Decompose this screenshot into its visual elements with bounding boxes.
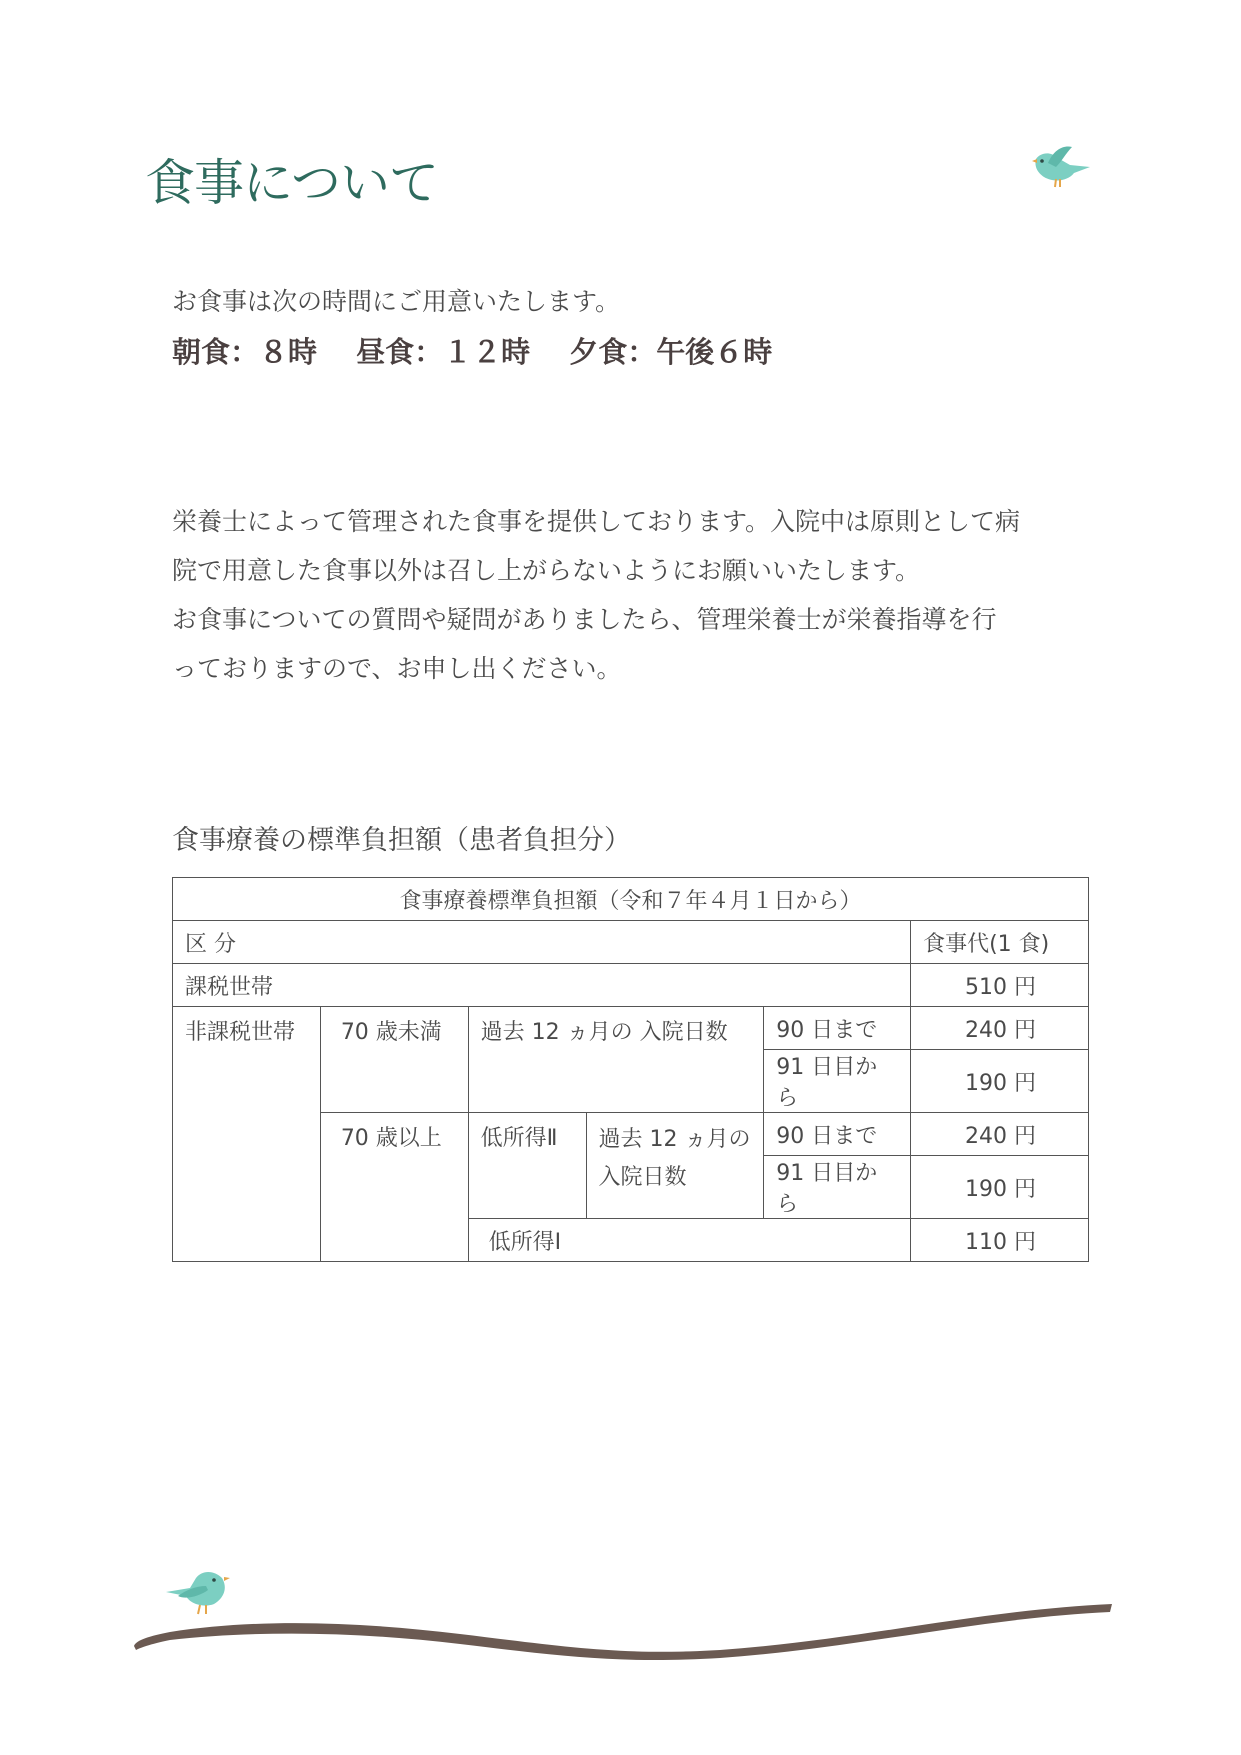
- header-fee: 食事代(1 食): [911, 921, 1089, 964]
- branch-decoration: [0, 1560, 1241, 1680]
- criterion-line: 過去 12 ヵ月の: [598, 1127, 751, 1152]
- meal-intro: お食事は次の時間にご用意いたします。: [172, 287, 621, 316]
- section-title: 食事療養の標準負担額（患者負担分）: [172, 825, 631, 856]
- days-cell: 90 日まで: [764, 1007, 911, 1050]
- description-line: 院で用意した食事以外は召し上がらないようにお願いいたします。: [172, 556, 921, 585]
- page-title: 食事について: [145, 154, 438, 212]
- days-cell: 91 日目から: [764, 1050, 911, 1113]
- under70-label: 70 歳未満: [320, 1007, 468, 1113]
- description-line: っておりますので、お申し出ください。: [172, 654, 622, 683]
- days-cell: 91 日目から: [764, 1156, 911, 1219]
- taxed-label: 課税世帯: [173, 964, 911, 1007]
- fee-table: [172, 877, 1089, 1262]
- header-category: 区 分: [173, 921, 911, 964]
- bird-icon: [166, 1572, 230, 1614]
- low2-criterion: [586, 1113, 764, 1219]
- description-line: 栄養士によって管理された食事を提供しております。入院中は原則として病: [172, 507, 1021, 536]
- under70-criterion: 過去 12 ヵ月の 入院日数: [468, 1007, 764, 1113]
- table-caption: 食事療養標準負担額（令和７年４月１日から）: [173, 878, 1089, 921]
- description-line: お食事についての質問や疑問がありましたら、管理栄養士が栄養指導を行: [172, 605, 997, 634]
- fee-cell: 190 円: [911, 1156, 1089, 1219]
- fee-cell: 240 円: [911, 1113, 1089, 1156]
- criterion-line: 入院日数: [598, 1165, 687, 1190]
- meal-times: 朝食：８時 昼食：１２時 夕食：午後６時: [172, 335, 773, 369]
- over70-label: 70 歳以上: [320, 1113, 468, 1262]
- taxed-fee: 510 円: [911, 964, 1089, 1007]
- bird-icon: [1030, 145, 1096, 191]
- fee-cell: 110 円: [911, 1219, 1089, 1262]
- fee-cell: 240 円: [911, 1007, 1089, 1050]
- days-cell: 90 日まで: [764, 1113, 911, 1156]
- fee-cell: 190 円: [911, 1050, 1089, 1113]
- low2-label: 低所得Ⅱ: [468, 1113, 586, 1219]
- nontaxed-label: 非課税世帯: [173, 1007, 321, 1262]
- meal-description: [172, 497, 1052, 693]
- low1-label: 低所得Ⅰ: [468, 1219, 910, 1262]
